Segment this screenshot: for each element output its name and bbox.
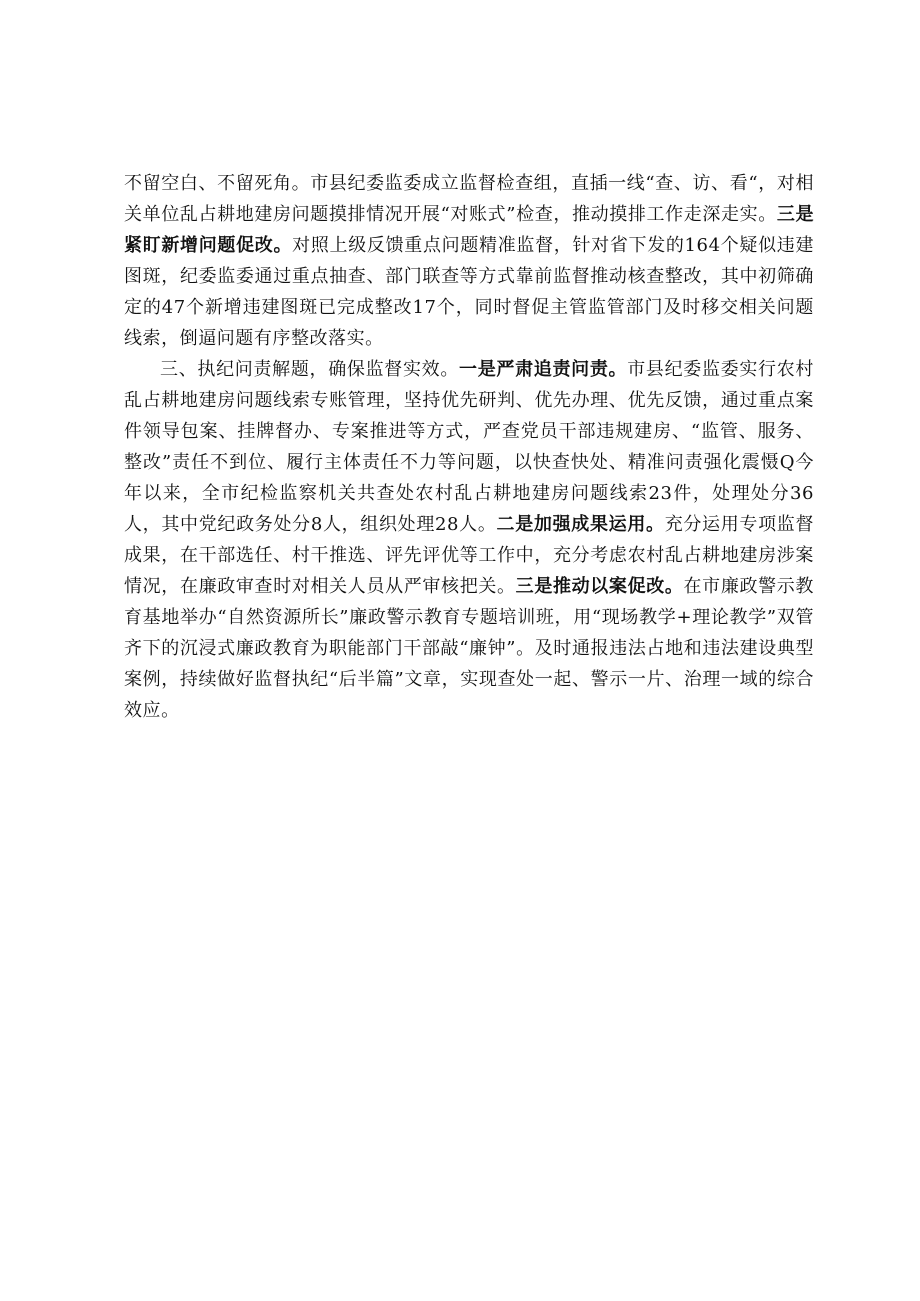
paragraph-1-text-2: 对照上级反馈重点问题精准监督，针对省下发的164个疑似违建图斑，纪委监委通过重点抽查、部门联查等方式靠前监督推动核查整改，其中初筛确定的47个新增违建图斑已完成整改17个，同时督促主管监管部门及时移交相关问题线索，倒逼问题有序整改落实。: [124, 235, 814, 349]
paragraph-1-heading-1: 三是紧盯新增问题促改。: [124, 204, 815, 256]
paragraph-2-heading-3: 三是推动以案促改。: [515, 576, 684, 597]
document-body: [124, 168, 814, 726]
paragraph-2-text-3: 在市廉政警示教育基地举办“自然资源所长”廉政警示教育专题培训班，用“现场教学+理论教学”双管齐下的沉浸式廉政教育为职能部门干部敲“廉钟”。及时通报违法占地和违法建设典型案例，持续做好监督执纪“后半篇”文章，实现查处一起、警示一片、治理一域的综合效应。: [124, 576, 814, 721]
paragraph-1: [124, 168, 814, 354]
paragraph-2-section-title: 三、执纪问责解题，确保监督实效。: [160, 359, 460, 380]
paragraph-2: [124, 354, 814, 726]
paragraph-2-heading-2: 二是加强成果运用。: [496, 514, 665, 535]
paragraph-2-text-1: 市县纪委监委实行农村乱占耕地建房问题线索专账管理，坚持优先研判、优先办理、优先反馈，通过重点案件领导包案、挂牌督办、专案推进等方式，严查党员干部违规建房、“监管、服务、整改”责任不到位、履行主体责任不力等问题，以快查快处、精准问责强化震慑Q今年以来，全市纪检监察机关共查处农村乱占耕地建房问题线索23件，处理处分36人，其中党纪政务处分8人，组织处理28人。: [124, 359, 814, 535]
paragraph-1-text-1: 不留空白、不留死角。市县纪委监委成立监督检查组，直插一线“查、访、看“，对相关单位乱占耕地建房问题摸排情况开展“对账式”检查，推动摸排工作走深走实。: [124, 173, 814, 225]
paragraph-2-heading-1: 一是严肃追责问责。: [459, 359, 628, 380]
paragraph-2-text-2: 充分运用专项监督成果，在干部选任、村干推选、评先评优等工作中，充分考虑农村乱占耕地建房涉案情况，在廉政审查时对相关人员从严审核把关。: [124, 514, 815, 597]
